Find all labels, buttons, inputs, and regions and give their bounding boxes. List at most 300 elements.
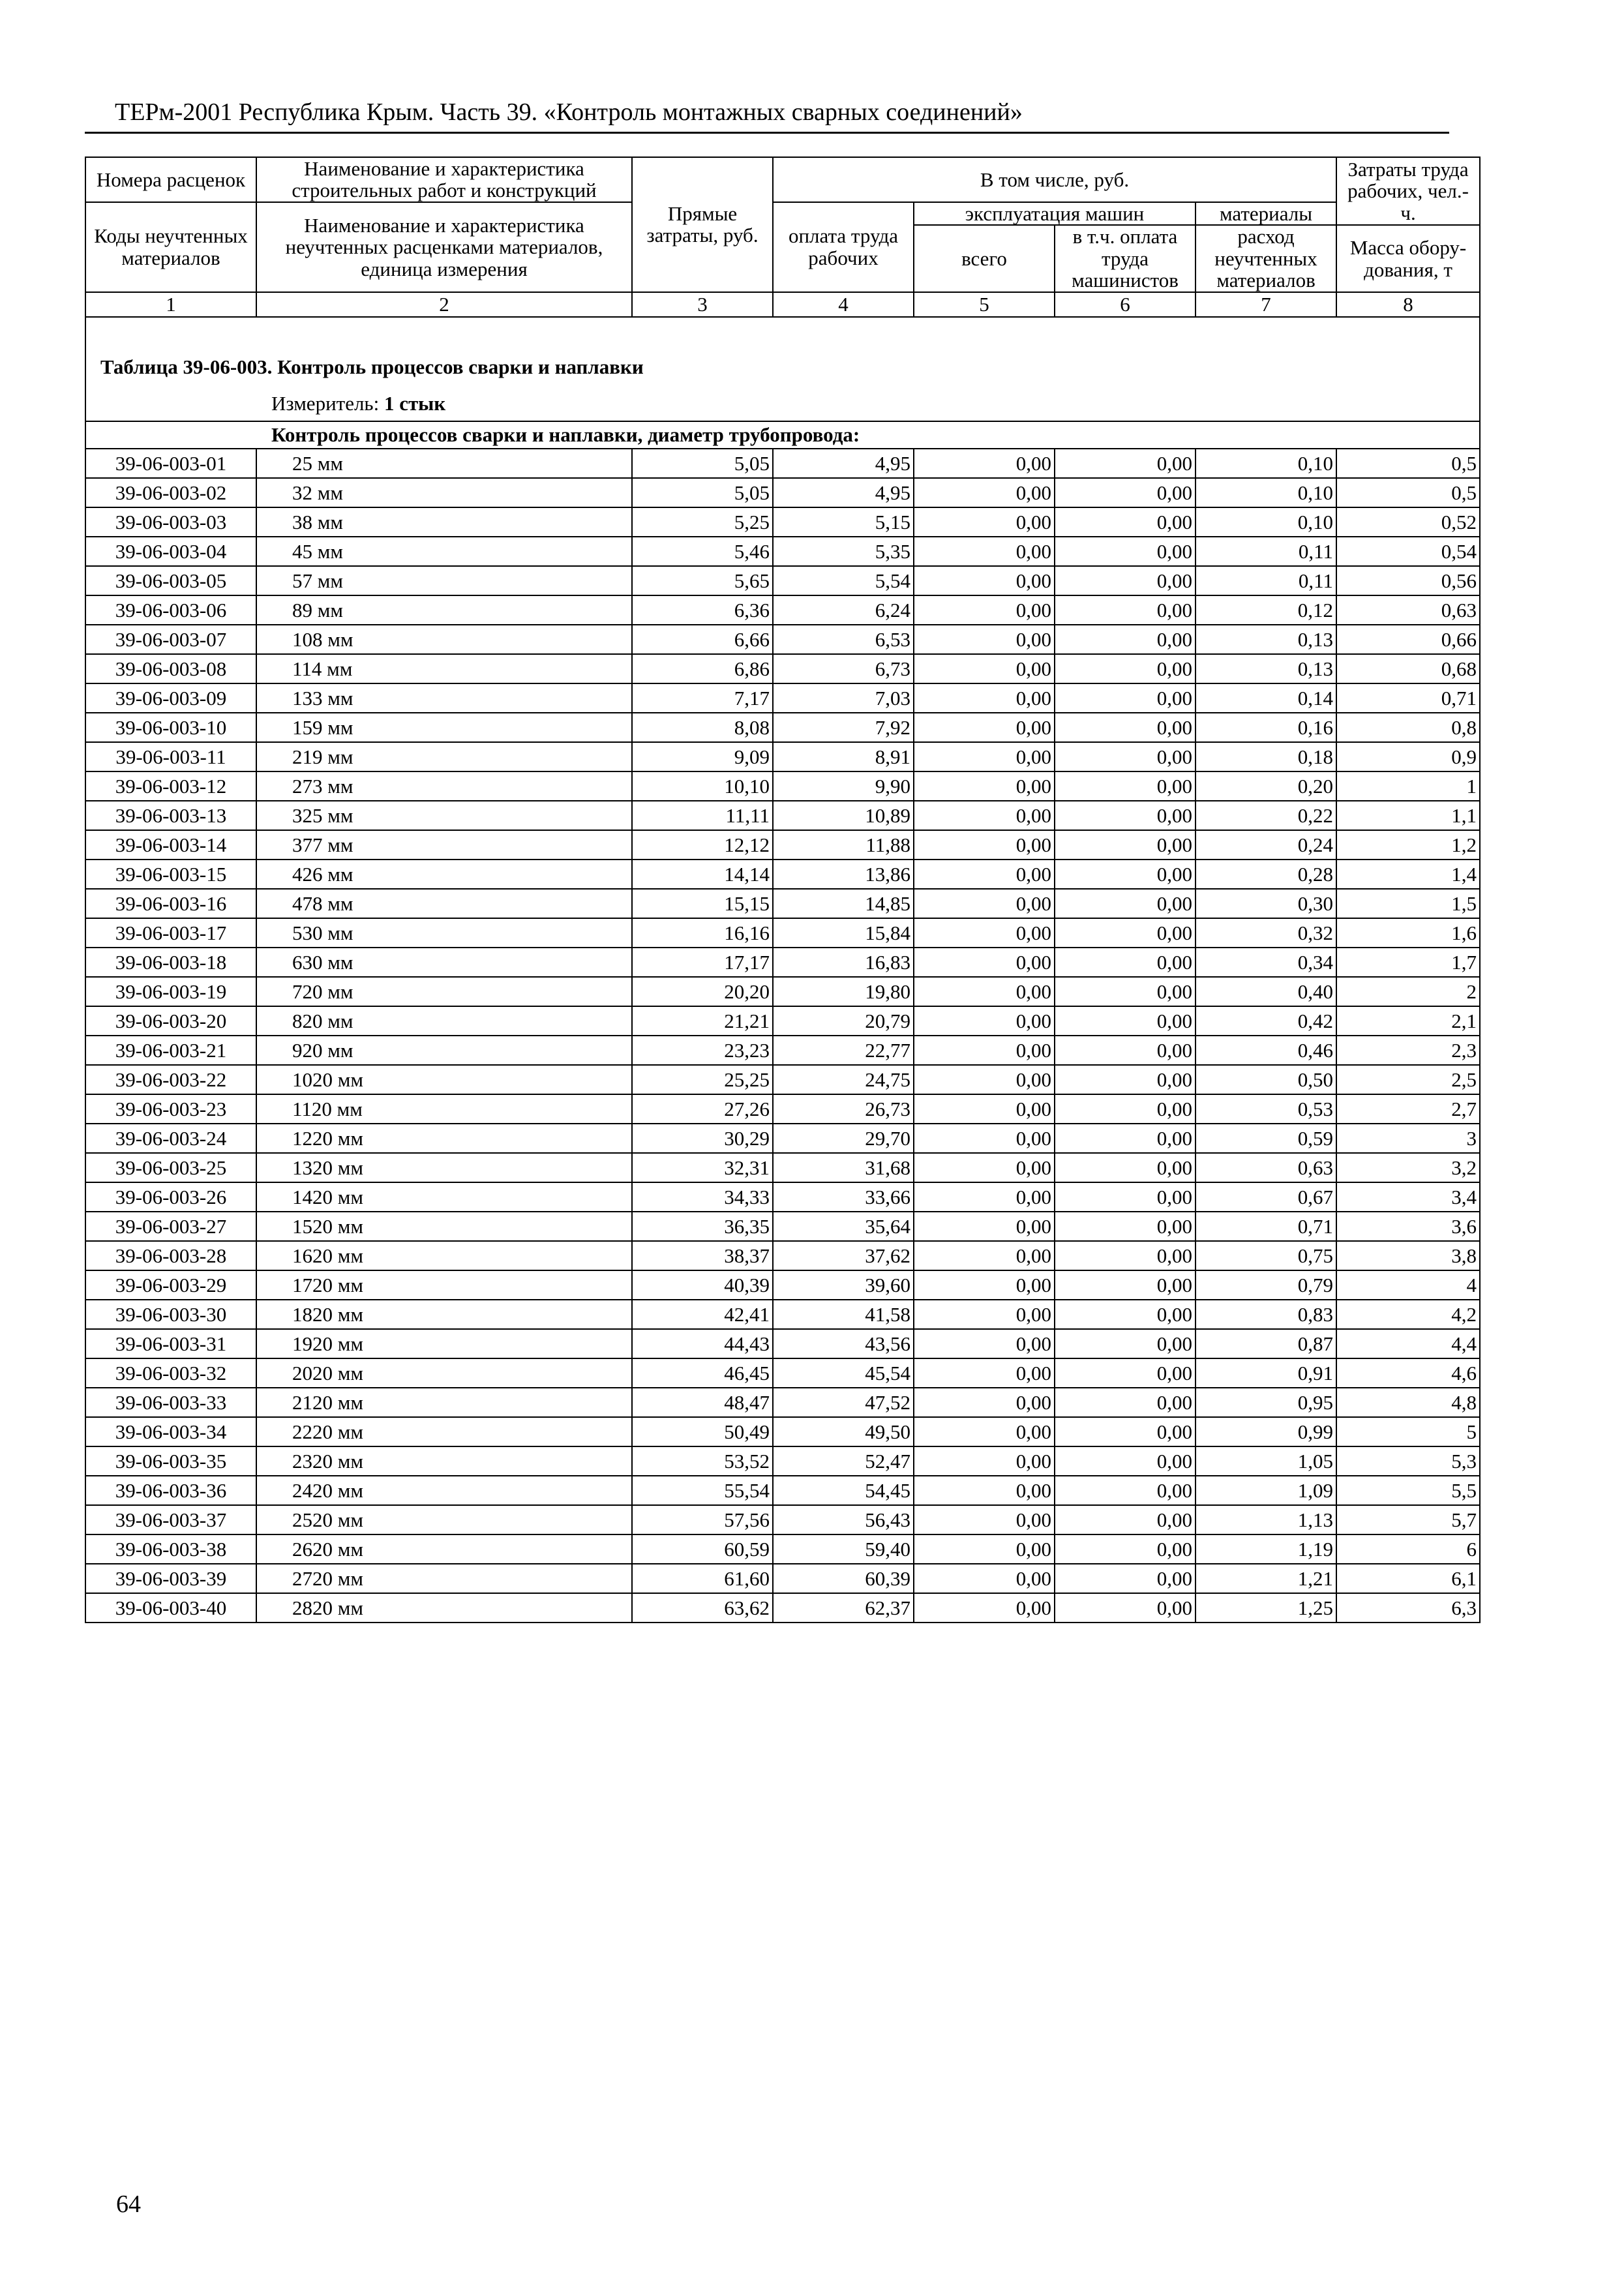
equipment-mass-cell: 0,5 <box>1336 449 1480 478</box>
labor-pay-cell: 15,84 <box>773 918 914 948</box>
table-row <box>85 1417 1480 1446</box>
section-title: Таблица 39-06-003. Контроль процессов сварки и наплавки <box>85 317 1480 391</box>
col6-header: в т.ч. оплата труда машинистов <box>1055 225 1195 292</box>
labor-hours-cell: 0,79 <box>1195 1270 1336 1300</box>
rate-code-cell: 39-06-003-20 <box>85 1006 256 1036</box>
direct-cost-cell: 27,26 <box>632 1094 773 1124</box>
column-number: 2 <box>256 292 632 317</box>
machines-total-cell: 0,00 <box>914 830 1055 860</box>
col5-header: всего <box>914 225 1055 292</box>
diameter-cell: 108 мм <box>256 625 632 654</box>
diameter-cell: 530 мм <box>256 918 632 948</box>
diameter-cell: 114 мм <box>256 654 632 683</box>
direct-cost-cell: 5,25 <box>632 507 773 537</box>
equipment-mass-cell: 2,1 <box>1336 1006 1480 1036</box>
machinist-pay-cell: 0,00 <box>1055 1241 1195 1270</box>
machinist-pay-cell: 0,00 <box>1055 977 1195 1006</box>
equipment-mass-cell: 0,63 <box>1336 595 1480 625</box>
table-row <box>85 801 1480 830</box>
labor-pay-cell: 45,54 <box>773 1358 914 1388</box>
col1-bottom-header: Коды неучтенных материалов <box>85 202 256 292</box>
rate-code-cell: 39-06-003-28 <box>85 1241 256 1270</box>
direct-cost-cell: 12,12 <box>632 830 773 860</box>
equipment-mass-cell: 3,6 <box>1336 1212 1480 1241</box>
direct-cost-cell: 48,47 <box>632 1388 773 1417</box>
diameter-cell: 377 мм <box>256 830 632 860</box>
equipment-mass-cell: 6,1 <box>1336 1564 1480 1593</box>
table-row <box>85 1124 1480 1153</box>
machines-total-cell: 0,00 <box>914 1446 1055 1476</box>
labor-pay-cell: 6,53 <box>773 625 914 654</box>
machinist-pay-cell: 0,00 <box>1055 1388 1195 1417</box>
direct-cost-cell: 25,25 <box>632 1065 773 1094</box>
direct-cost-cell: 5,05 <box>632 449 773 478</box>
rate-code-cell: 39-06-003-15 <box>85 860 256 889</box>
machinist-pay-cell: 0,00 <box>1055 1329 1195 1358</box>
equipment-mass-cell: 3,4 <box>1336 1182 1480 1212</box>
rate-code-cell: 39-06-003-11 <box>85 742 256 771</box>
machinist-pay-cell: 0,00 <box>1055 830 1195 860</box>
diameter-cell: 1220 мм <box>256 1124 632 1153</box>
labor-hours-cell: 0,99 <box>1195 1417 1336 1446</box>
table-row <box>85 625 1480 654</box>
column-number: 3 <box>632 292 773 317</box>
machines-total-cell: 0,00 <box>914 1593 1055 1623</box>
diameter-cell: 426 мм <box>256 860 632 889</box>
table-row <box>85 918 1480 948</box>
direct-cost-cell: 21,21 <box>632 1006 773 1036</box>
labor-pay-cell: 10,89 <box>773 801 914 830</box>
diameter-cell: 2120 мм <box>256 1388 632 1417</box>
direct-cost-cell: 8,08 <box>632 713 773 742</box>
direct-cost-cell: 32,31 <box>632 1153 773 1182</box>
labor-pay-cell: 11,88 <box>773 830 914 860</box>
table-row <box>85 449 1480 478</box>
direct-cost-cell: 46,45 <box>632 1358 773 1388</box>
diameter-cell: 1320 мм <box>256 1153 632 1182</box>
labor-hours-cell: 0,83 <box>1195 1300 1336 1329</box>
header-rule <box>85 132 1449 134</box>
rate-code-cell: 39-06-003-02 <box>85 478 256 507</box>
direct-cost-cell: 10,10 <box>632 771 773 801</box>
page-number: 64 <box>116 2191 141 2218</box>
equipment-mass-cell: 5,3 <box>1336 1446 1480 1476</box>
labor-hours-cell: 0,10 <box>1195 449 1336 478</box>
rate-code-cell: 39-06-003-12 <box>85 771 256 801</box>
equipment-mass-cell: 0,56 <box>1336 566 1480 595</box>
labor-hours-cell: 1,13 <box>1195 1505 1336 1534</box>
machines-total-cell: 0,00 <box>914 713 1055 742</box>
diameter-cell: 133 мм <box>256 683 632 713</box>
diameter-cell: 2520 мм <box>256 1505 632 1534</box>
machines-total-cell: 0,00 <box>914 1094 1055 1124</box>
diameter-cell: 1520 мм <box>256 1212 632 1241</box>
diameter-cell: 2420 мм <box>256 1476 632 1505</box>
labor-pay-cell: 31,68 <box>773 1153 914 1182</box>
rate-code-cell: 39-06-003-08 <box>85 654 256 683</box>
diameter-cell: 1020 мм <box>256 1065 632 1094</box>
labor-hours-cell: 0,28 <box>1195 860 1336 889</box>
rate-code-cell: 39-06-003-01 <box>85 449 256 478</box>
rate-code-cell: 39-06-003-35 <box>85 1446 256 1476</box>
column-number: 1 <box>85 292 256 317</box>
diameter-cell: 2820 мм <box>256 1593 632 1623</box>
direct-cost-cell: 17,17 <box>632 948 773 977</box>
labor-pay-cell: 5,15 <box>773 507 914 537</box>
equipment-mass-cell: 6,3 <box>1336 1593 1480 1623</box>
equipment-mass-cell: 1,1 <box>1336 801 1480 830</box>
machines-total-cell: 0,00 <box>914 1182 1055 1212</box>
rate-code-cell: 39-06-003-40 <box>85 1593 256 1623</box>
direct-cost-cell: 5,05 <box>632 478 773 507</box>
col8-top-header: Затраты труда рабочих, чел.-ч. <box>1336 157 1480 225</box>
machinist-pay-cell: 0,00 <box>1055 1417 1195 1446</box>
measure-value: 1 стык <box>383 392 446 415</box>
machinist-pay-cell: 0,00 <box>1055 1505 1195 1534</box>
direct-cost-cell: 57,56 <box>632 1505 773 1534</box>
labor-pay-cell: 6,73 <box>773 654 914 683</box>
machinist-pay-cell: 0,00 <box>1055 595 1195 625</box>
machinist-pay-cell: 0,00 <box>1055 537 1195 566</box>
direct-cost-cell: 44,43 <box>632 1329 773 1358</box>
machinist-pay-cell: 0,00 <box>1055 918 1195 948</box>
rate-code-cell: 39-06-003-23 <box>85 1094 256 1124</box>
labor-hours-cell: 0,14 <box>1195 683 1336 713</box>
diameter-cell: 2620 мм <box>256 1534 632 1564</box>
labor-pay-cell: 7,03 <box>773 683 914 713</box>
rate-code-cell: 39-06-003-32 <box>85 1358 256 1388</box>
labor-hours-cell: 0,46 <box>1195 1036 1336 1065</box>
page-header-title: ТЕРм-2001 Республика Крым. Часть 39. «Контроль монтажных сварных соединений» <box>115 98 1023 126</box>
rate-code-cell: 39-06-003-19 <box>85 977 256 1006</box>
machinist-pay-cell: 0,00 <box>1055 625 1195 654</box>
labor-hours-cell: 0,32 <box>1195 918 1336 948</box>
machinist-pay-cell: 0,00 <box>1055 1446 1195 1476</box>
direct-cost-cell: 38,37 <box>632 1241 773 1270</box>
machines-total-cell: 0,00 <box>914 918 1055 948</box>
column-number: 7 <box>1195 292 1336 317</box>
machines-total-cell: 0,00 <box>914 977 1055 1006</box>
table-row <box>85 1094 1480 1124</box>
machinist-pay-cell: 0,00 <box>1055 1270 1195 1300</box>
machinist-pay-cell: 0,00 <box>1055 566 1195 595</box>
table-row <box>85 1593 1480 1623</box>
col7-header: расход неучтенных материалов <box>1195 225 1336 292</box>
direct-cost-cell: 20,20 <box>632 977 773 1006</box>
rate-code-cell: 39-06-003-04 <box>85 537 256 566</box>
rate-code-cell: 39-06-003-24 <box>85 1124 256 1153</box>
col3-header: Прямые затраты, руб. <box>632 157 773 292</box>
table-row <box>85 1534 1480 1564</box>
equipment-mass-cell: 1,4 <box>1336 860 1480 889</box>
rate-code-cell: 39-06-003-17 <box>85 918 256 948</box>
machines-total-cell: 0,00 <box>914 1212 1055 1241</box>
labor-pay-cell: 59,40 <box>773 1534 914 1564</box>
equipment-mass-cell: 0,68 <box>1336 654 1480 683</box>
rate-code-cell: 39-06-003-13 <box>85 801 256 830</box>
equipment-mass-cell: 4,8 <box>1336 1388 1480 1417</box>
equipment-mass-cell: 0,52 <box>1336 507 1480 537</box>
machinist-pay-cell: 0,00 <box>1055 713 1195 742</box>
machinist-pay-cell: 0,00 <box>1055 1212 1195 1241</box>
col8-bottom-header: Масса обору-дования, т <box>1336 225 1480 292</box>
direct-cost-cell: 16,16 <box>632 918 773 948</box>
labor-pay-cell: 56,43 <box>773 1505 914 1534</box>
rate-code-cell: 39-06-003-03 <box>85 507 256 537</box>
labor-hours-cell: 0,18 <box>1195 742 1336 771</box>
col1-top-header: Номера расценок <box>85 157 256 202</box>
direct-cost-cell: 34,33 <box>632 1182 773 1212</box>
table-row <box>85 1006 1480 1036</box>
rate-code-cell: 39-06-003-10 <box>85 713 256 742</box>
machinist-pay-cell: 0,00 <box>1055 1036 1195 1065</box>
direct-cost-cell: 40,39 <box>632 1270 773 1300</box>
machines-total-cell: 0,00 <box>914 654 1055 683</box>
machines-total-cell: 0,00 <box>914 1358 1055 1388</box>
rate-code-cell: 39-06-003-34 <box>85 1417 256 1446</box>
direct-cost-cell: 9,09 <box>632 742 773 771</box>
machines-total-cell: 0,00 <box>914 1534 1055 1564</box>
rate-code-cell: 39-06-003-09 <box>85 683 256 713</box>
table-row <box>85 478 1480 507</box>
machinist-pay-cell: 0,00 <box>1055 1476 1195 1505</box>
diameter-cell: 1420 мм <box>256 1182 632 1212</box>
table-row <box>85 1182 1480 1212</box>
labor-pay-cell: 33,66 <box>773 1182 914 1212</box>
diameter-cell: 1720 мм <box>256 1270 632 1300</box>
table-row <box>85 1270 1480 1300</box>
rate-code-cell: 39-06-003-36 <box>85 1476 256 1505</box>
machines-total-cell: 0,00 <box>914 1329 1055 1358</box>
measure-line <box>85 391 1480 421</box>
column-number: 4 <box>773 292 914 317</box>
direct-cost-cell: 53,52 <box>632 1446 773 1476</box>
machinist-pay-cell: 0,00 <box>1055 683 1195 713</box>
labor-pay-cell: 60,39 <box>773 1564 914 1593</box>
direct-cost-cell: 63,62 <box>632 1593 773 1623</box>
diameter-cell: 820 мм <box>256 1006 632 1036</box>
labor-hours-cell: 1,09 <box>1195 1476 1336 1505</box>
table-row <box>85 1388 1480 1417</box>
machines-total-cell: 0,00 <box>914 1006 1055 1036</box>
table-row <box>85 742 1480 771</box>
labor-hours-cell: 0,10 <box>1195 478 1336 507</box>
machines-total-cell: 0,00 <box>914 683 1055 713</box>
equipment-mass-cell: 5,5 <box>1336 1476 1480 1505</box>
machines-total-cell: 0,00 <box>914 449 1055 478</box>
table-body <box>85 449 1480 1623</box>
labor-hours-cell: 0,12 <box>1195 595 1336 625</box>
rate-code-cell: 39-06-003-38 <box>85 1534 256 1564</box>
table-row <box>85 830 1480 860</box>
direct-cost-cell: 50,49 <box>632 1417 773 1446</box>
equipment-mass-cell: 2,3 <box>1336 1036 1480 1065</box>
machines-total-cell: 0,00 <box>914 889 1055 918</box>
machinist-pay-cell: 0,00 <box>1055 742 1195 771</box>
labor-hours-cell: 0,40 <box>1195 977 1336 1006</box>
table-header <box>85 157 1480 317</box>
machinist-pay-cell: 0,00 <box>1055 478 1195 507</box>
rate-code-cell: 39-06-003-30 <box>85 1300 256 1329</box>
labor-pay-cell: 22,77 <box>773 1036 914 1065</box>
table-row <box>85 889 1480 918</box>
labor-pay-cell: 5,54 <box>773 566 914 595</box>
labor-hours-cell: 0,50 <box>1195 1065 1336 1094</box>
table-row <box>85 1564 1480 1593</box>
machines-total-cell: 0,00 <box>914 1270 1055 1300</box>
labor-pay-cell: 14,85 <box>773 889 914 918</box>
diameter-cell: 2720 мм <box>256 1564 632 1593</box>
labor-hours-cell: 0,11 <box>1195 566 1336 595</box>
machines-total-cell: 0,00 <box>914 860 1055 889</box>
machinist-pay-cell: 0,00 <box>1055 801 1195 830</box>
machinist-pay-cell: 0,00 <box>1055 1534 1195 1564</box>
labor-pay-cell: 54,45 <box>773 1476 914 1505</box>
direct-cost-cell: 60,59 <box>632 1534 773 1564</box>
equipment-mass-cell: 0,8 <box>1336 713 1480 742</box>
table-row <box>85 683 1480 713</box>
direct-cost-cell: 6,66 <box>632 625 773 654</box>
direct-cost-cell: 42,41 <box>632 1300 773 1329</box>
equipment-mass-cell: 0,54 <box>1336 537 1480 566</box>
labor-hours-cell: 0,16 <box>1195 713 1336 742</box>
machinist-pay-cell: 0,00 <box>1055 1300 1195 1329</box>
diameter-cell: 1620 мм <box>256 1241 632 1270</box>
diameter-cell: 478 мм <box>256 889 632 918</box>
labor-hours-cell: 1,25 <box>1195 1593 1336 1623</box>
machines-total-cell: 0,00 <box>914 507 1055 537</box>
direct-cost-cell: 5,65 <box>632 566 773 595</box>
diameter-cell: 32 мм <box>256 478 632 507</box>
labor-pay-cell: 9,90 <box>773 771 914 801</box>
labor-pay-cell: 49,50 <box>773 1417 914 1446</box>
direct-cost-cell: 6,86 <box>632 654 773 683</box>
section-subtitle: Контроль процессов сварки и наплавки, диаметр трубопровода: <box>85 421 1480 449</box>
diameter-cell: 630 мм <box>256 948 632 977</box>
rate-code-cell: 39-06-003-27 <box>85 1212 256 1241</box>
machinist-pay-cell: 0,00 <box>1055 1094 1195 1124</box>
materials-header: материалы <box>1195 202 1336 225</box>
direct-cost-cell: 30,29 <box>632 1124 773 1153</box>
labor-hours-cell: 0,59 <box>1195 1124 1336 1153</box>
rates-table <box>85 157 1481 1623</box>
rate-code-cell: 39-06-003-06 <box>85 595 256 625</box>
col4-header: оплата труда рабочих <box>773 202 914 292</box>
rate-code-cell: 39-06-003-31 <box>85 1329 256 1358</box>
machines-total-cell: 0,00 <box>914 1388 1055 1417</box>
diameter-cell: 159 мм <box>256 713 632 742</box>
machinist-pay-cell: 0,00 <box>1055 1153 1195 1182</box>
rate-code-cell: 39-06-003-29 <box>85 1270 256 1300</box>
col2-top-header: Наименование и характеристика строительных работ и конструкций <box>256 157 632 202</box>
machinist-pay-cell: 0,00 <box>1055 1124 1195 1153</box>
labor-hours-cell: 0,63 <box>1195 1153 1336 1182</box>
diameter-cell: 1920 мм <box>256 1329 632 1358</box>
machines-total-cell: 0,00 <box>914 595 1055 625</box>
labor-pay-cell: 8,91 <box>773 742 914 771</box>
machinist-pay-cell: 0,00 <box>1055 889 1195 918</box>
diameter-cell: 2220 мм <box>256 1417 632 1446</box>
equipment-mass-cell: 4 <box>1336 1270 1480 1300</box>
direct-cost-cell: 36,35 <box>632 1212 773 1241</box>
machines-total-cell: 0,00 <box>914 625 1055 654</box>
labor-hours-cell: 1,21 <box>1195 1564 1336 1593</box>
labor-pay-cell: 4,95 <box>773 478 914 507</box>
labor-pay-cell: 26,73 <box>773 1094 914 1124</box>
diameter-cell: 920 мм <box>256 1036 632 1065</box>
machinist-pay-cell: 0,00 <box>1055 654 1195 683</box>
diameter-cell: 45 мм <box>256 537 632 566</box>
direct-cost-cell: 5,46 <box>632 537 773 566</box>
equipment-mass-cell: 0,66 <box>1336 625 1480 654</box>
table-row <box>85 1212 1480 1241</box>
labor-hours-cell: 0,34 <box>1195 948 1336 977</box>
column-number: 5 <box>914 292 1055 317</box>
diameter-cell: 1820 мм <box>256 1300 632 1329</box>
machinist-pay-cell: 0,00 <box>1055 449 1195 478</box>
labor-hours-cell: 0,13 <box>1195 654 1336 683</box>
labor-pay-cell: 39,60 <box>773 1270 914 1300</box>
rate-code-cell: 39-06-003-21 <box>85 1036 256 1065</box>
equipment-mass-cell: 3,8 <box>1336 1241 1480 1270</box>
machinist-pay-cell: 0,00 <box>1055 507 1195 537</box>
labor-pay-cell: 41,58 <box>773 1300 914 1329</box>
machines-total-cell: 0,00 <box>914 537 1055 566</box>
labor-pay-cell: 43,56 <box>773 1329 914 1358</box>
machinist-pay-cell: 0,00 <box>1055 771 1195 801</box>
diameter-cell: 57 мм <box>256 566 632 595</box>
table-row <box>85 1065 1480 1094</box>
rate-code-cell: 39-06-003-39 <box>85 1564 256 1593</box>
rate-code-cell: 39-06-003-26 <box>85 1182 256 1212</box>
labor-hours-cell: 0,10 <box>1195 507 1336 537</box>
machinist-pay-cell: 0,00 <box>1055 1358 1195 1388</box>
labor-pay-cell: 5,35 <box>773 537 914 566</box>
machines-total-cell: 0,00 <box>914 948 1055 977</box>
table-row <box>85 1300 1480 1329</box>
machines-total-cell: 0,00 <box>914 1476 1055 1505</box>
rate-code-cell: 39-06-003-22 <box>85 1065 256 1094</box>
labor-hours-cell: 0,67 <box>1195 1182 1336 1212</box>
labor-pay-cell: 62,37 <box>773 1593 914 1623</box>
equipment-mass-cell: 4,4 <box>1336 1329 1480 1358</box>
diameter-cell: 325 мм <box>256 801 632 830</box>
rate-code-cell: 39-06-003-37 <box>85 1505 256 1534</box>
labor-pay-cell: 47,52 <box>773 1388 914 1417</box>
labor-pay-cell: 20,79 <box>773 1006 914 1036</box>
diameter-cell: 89 мм <box>256 595 632 625</box>
machines-total-cell: 0,00 <box>914 1124 1055 1153</box>
table-row <box>85 860 1480 889</box>
diameter-cell: 273 мм <box>256 771 632 801</box>
labor-hours-cell: 0,22 <box>1195 801 1336 830</box>
table-row <box>85 1358 1480 1388</box>
table-row <box>85 1329 1480 1358</box>
labor-hours-cell: 1,19 <box>1195 1534 1336 1564</box>
direct-cost-cell: 23,23 <box>632 1036 773 1065</box>
equipment-mass-cell: 2,5 <box>1336 1065 1480 1094</box>
diameter-cell: 2320 мм <box>256 1446 632 1476</box>
machines-total-cell: 0,00 <box>914 1153 1055 1182</box>
diameter-cell: 219 мм <box>256 742 632 771</box>
equipment-mass-cell: 4,2 <box>1336 1300 1480 1329</box>
machines-total-cell: 0,00 <box>914 1036 1055 1065</box>
machinist-pay-cell: 0,00 <box>1055 948 1195 977</box>
equipment-mass-cell: 4,6 <box>1336 1358 1480 1388</box>
machines-total-cell: 0,00 <box>914 742 1055 771</box>
labor-pay-cell: 37,62 <box>773 1241 914 1270</box>
equipment-mass-cell: 1 <box>1336 771 1480 801</box>
